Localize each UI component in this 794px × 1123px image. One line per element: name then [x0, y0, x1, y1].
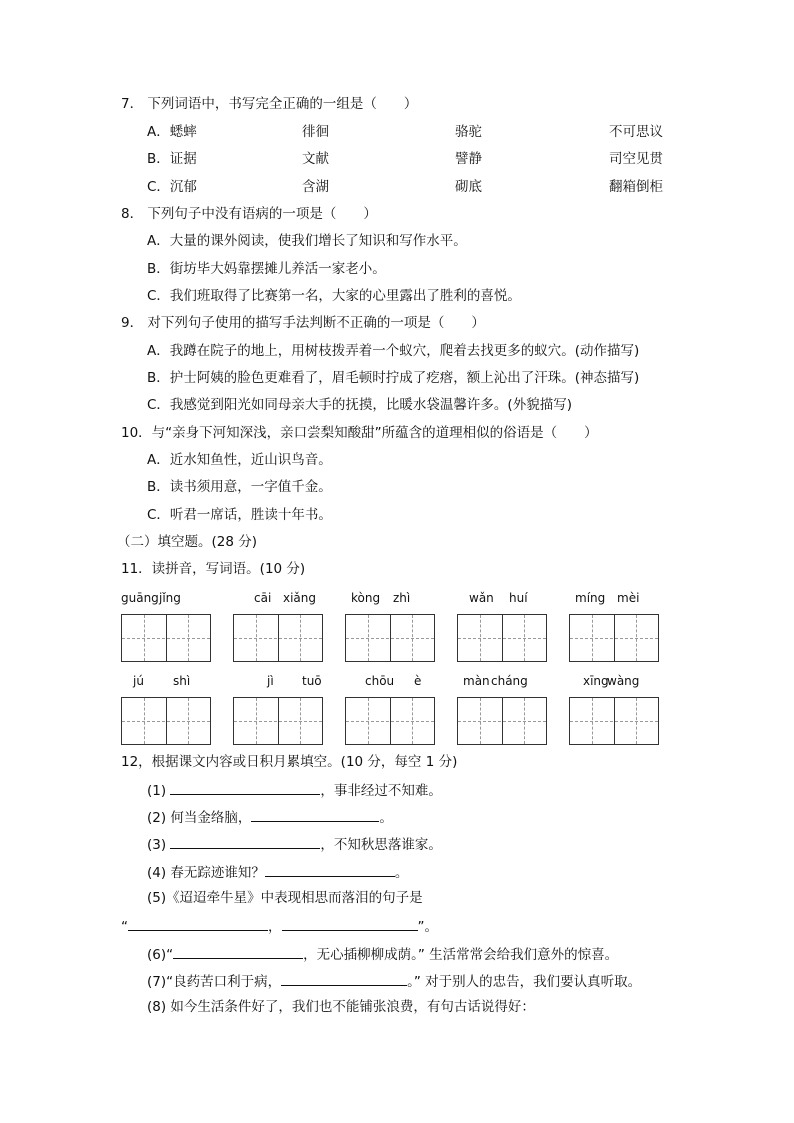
pinyin-8a: chōu	[365, 674, 395, 688]
q12-item-5-close: ”。	[417, 919, 438, 935]
q7-stem: 7． 下列词语中，书写完全正确的一组是（ ）	[121, 96, 418, 112]
writing-box-10[interactable]	[569, 697, 659, 745]
q12-blank-5b[interactable]	[282, 916, 418, 931]
pinyin-5b: mèi	[617, 591, 640, 605]
q11-stem: 11．读拼音，写词语。(10 分)	[121, 561, 306, 577]
q12-blank-5a[interactable]	[128, 916, 268, 931]
q12-item-6-pre: (6)“	[147, 947, 174, 963]
q12-item-6	[147, 944, 618, 964]
q9-option-b: B．护士阿姨的脸色更难看了，眉毛顿时拧成了疙瘩，额上沁出了汗珠。(神态描写)	[147, 370, 640, 386]
q12-item-2-post: 。	[379, 810, 393, 826]
writing-box-4[interactable]	[457, 614, 547, 662]
writing-box-5[interactable]	[569, 614, 659, 662]
pinyin-10b: wàng	[607, 674, 640, 688]
q10-option-c: C．听君一席话，胜读十年书。	[147, 507, 332, 523]
pinyin-4a: wǎn	[469, 591, 494, 605]
q12-item-5-open: “	[121, 919, 128, 935]
q8-option-a: A．大量的课外阅读，使我们增长了知识和写作水平。	[147, 233, 467, 249]
pinyin-10a: xīng	[583, 674, 609, 688]
writing-box-1[interactable]	[121, 614, 211, 662]
q12-blank-7[interactable]	[281, 971, 407, 986]
pinyin-8b: è	[414, 674, 422, 688]
q7-row-c-1: C．沉郁	[147, 179, 197, 195]
q12-item-3-pre: (3)	[147, 837, 167, 853]
writing-box-9[interactable]	[457, 697, 547, 745]
q7-row-a-4: 不可思议	[609, 124, 663, 140]
q12-item-7-pre: (7)“良药苦口利于病，	[147, 974, 282, 990]
q12-item-5-mid: ，	[268, 919, 282, 935]
pinyin-7a: jì	[267, 674, 274, 688]
q12-item-2	[147, 807, 393, 827]
q12-stem: 12，根据课文内容或日积月累填空。(10 分，每空 1 分)	[121, 754, 458, 770]
pinyin-3a: kòng	[351, 591, 381, 605]
q9-stem: 9． 对下列句子使用的描写手法判断不正确的一项是（ ）	[121, 315, 485, 331]
writing-box-2[interactable]	[233, 614, 323, 662]
pinyin-9b: cháng	[491, 674, 528, 688]
q12-item-4-post: 。	[394, 865, 409, 881]
q12-item-5: (5)《迢迢牵牛星》中表现相思而落泪的句子是	[147, 890, 423, 906]
q12-item-8: (8) 如今生活条件好了，我们也不能铺张浪费，有句古话说得好：	[147, 999, 535, 1015]
pinyin-7b: tuō	[302, 674, 322, 688]
q12-item-6-post: ，无心插柳柳成荫。” 生活常常会给我们意外的惊喜。	[303, 947, 619, 963]
q8-stem: 8． 下列句子中没有语病的一项是（ ）	[121, 206, 377, 222]
q7-row-a-3: 骆驼	[455, 124, 482, 140]
q7-row-c-3: 砌底	[455, 179, 482, 195]
q9-option-c: C．我感觉到阳光如同母亲大手的抚摸，比暖水袋温馨许多。(外貌描写)	[147, 397, 572, 413]
writing-box-6[interactable]	[121, 697, 211, 745]
q7-row-b-1: B．证据	[147, 151, 197, 167]
writing-box-7[interactable]	[233, 697, 323, 745]
q7-row-b-2: 文献	[302, 151, 329, 167]
q8-option-c: C．我们班取得了比赛第一名，大家的心里露出了胜利的喜悦。	[147, 288, 521, 304]
pinyin-2a: cāi	[254, 591, 272, 605]
q7-row-b-4: 司空见贯	[609, 151, 663, 167]
q12-item-1	[147, 780, 442, 800]
q7-row-a-1: A．蟋蟀	[147, 124, 197, 140]
q12-item-3-post: ，不知秋思落谁家。	[320, 837, 442, 853]
section-2-heading: （二）填空题。(28 分)	[117, 534, 258, 550]
q10-option-a: A．近水知鱼性，近山识鸟音。	[147, 452, 332, 468]
writing-box-8[interactable]	[345, 697, 435, 745]
pinyin-4b: huí	[509, 591, 528, 605]
writing-box-3[interactable]	[345, 614, 435, 662]
q8-option-b: B．街坊毕大妈靠摆摊儿养活一家老小。	[147, 261, 386, 277]
q12-item-7	[147, 971, 641, 991]
q12-item-7-post: 。” 对于别人的忠告，我们要认真听取。	[407, 974, 642, 990]
q7-row-c-2: 含湖	[302, 179, 329, 195]
q9-option-a: A．我蹲在院子的地上，用树枝拨弄着一个蚁穴，爬着去找更多的蚁穴。(动作描写)	[147, 343, 640, 359]
pinyin-3b: zhì	[393, 591, 411, 605]
q12-blank-2[interactable]	[251, 807, 379, 822]
pinyin-1b: jǐng	[159, 591, 181, 605]
q7-row-b-3: 譬静	[455, 151, 482, 167]
pinyin-1a: guāng	[121, 591, 159, 605]
q12-blank-4[interactable]	[265, 862, 395, 877]
q12-item-4	[147, 862, 408, 882]
pinyin-2b: xiǎng	[283, 591, 317, 605]
q7-row-a-2: 徘徊	[302, 124, 329, 140]
q12-item-5-answer	[121, 916, 438, 936]
q12-item-2-pre: (2) 何当金络脑，	[147, 810, 252, 826]
pinyin-5a: míng	[575, 591, 606, 605]
q10-option-b: B．读书须用意，一字值千金。	[147, 479, 332, 495]
pinyin-6a: jú	[133, 674, 144, 688]
q7-row-c-4: 翻箱倒柜	[609, 179, 663, 195]
pinyin-9a: màn	[463, 674, 490, 688]
q10-stem: 10．与“亲身下河知深浅，亲口尝梨知酸甜”所蕴含的道理相似的俗语是（ ）	[121, 425, 598, 441]
pinyin-6b: shì	[173, 674, 191, 688]
q12-item-4-pre: (4) 春无踪迹谁知？	[147, 865, 265, 881]
q12-item-3	[147, 834, 442, 854]
q12-item-1-pre: (1)	[147, 783, 167, 799]
q12-blank-3[interactable]	[170, 834, 320, 849]
q12-item-1-post: ，事非经过不知难。	[320, 783, 442, 799]
q12-blank-1[interactable]	[170, 780, 320, 795]
q12-blank-6[interactable]	[173, 944, 303, 959]
